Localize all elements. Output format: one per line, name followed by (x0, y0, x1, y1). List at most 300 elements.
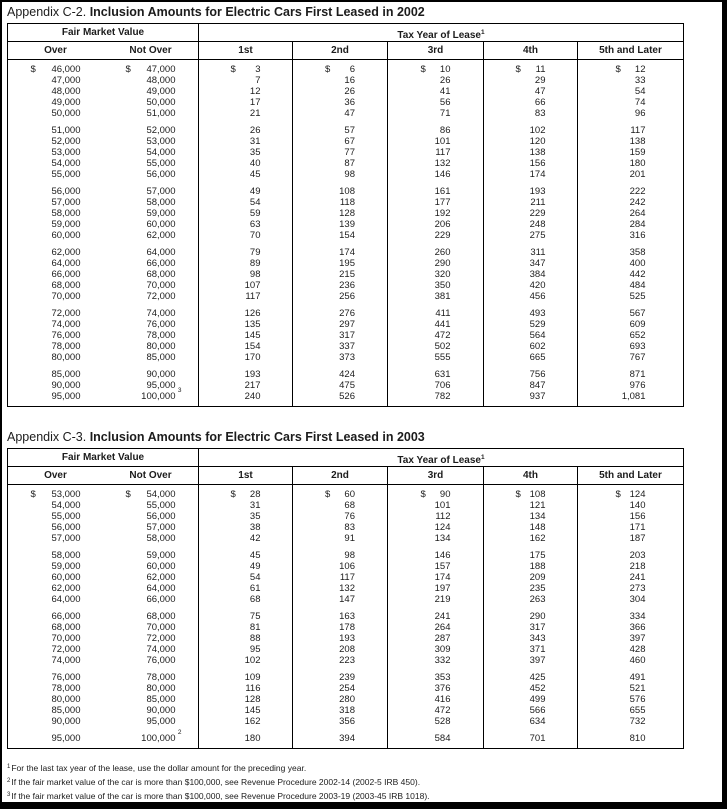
inclusion-amount-cell (577, 705, 683, 716)
appendix-c3-table (7, 448, 684, 749)
cell-value: 56 (439, 97, 451, 108)
fmv-not-over-cell (103, 683, 198, 694)
cell-value: 145 (244, 330, 261, 341)
cell-value: 107 (244, 280, 261, 291)
cell-value: 55,000 (51, 169, 81, 180)
inclusion-amount-cell (198, 180, 292, 197)
footnote-2-marker: 2 (7, 778, 11, 784)
cell-value: 64,000 (146, 247, 176, 258)
fmv-not-over-cell (103, 605, 198, 622)
cell-value: 59,000 (146, 550, 176, 561)
inclusion-amount-cell (387, 705, 483, 716)
cell-value: 74,000 (146, 644, 176, 655)
cell-value: 88 (249, 633, 261, 644)
cell-value: 55,000 (146, 500, 176, 511)
inclusion-amount-cell (198, 544, 292, 561)
inclusion-amount-cell (483, 169, 577, 180)
cell-value: 156 (629, 511, 646, 522)
inclusion-amount-cell (483, 302, 577, 319)
inclusion-amount-cell (483, 136, 577, 147)
cell-value: 366 (629, 622, 646, 633)
inclusion-amount-cell (292, 572, 387, 583)
cell-value: 71 (439, 108, 451, 119)
cell-value: 146 (434, 550, 451, 561)
fmv-over-cell (8, 86, 103, 97)
inclusion-amount-cell (577, 119, 683, 136)
tax-year-header: Tax Year of Lease$^1$ (198, 449, 683, 466)
cell-value: 59 (249, 208, 261, 219)
cell-value: 343 (529, 633, 546, 644)
inclusion-amount-cell (292, 258, 387, 269)
fmv-over-cell (8, 97, 103, 108)
cell-value: 50,000 (146, 97, 176, 108)
inclusion-amount-cell (387, 241, 483, 258)
inclusion-amount-cell (483, 705, 577, 716)
footnote-3-text: If the fair market value of the car is more than $100,000, see Revenue Procedure 2003-19 (2003-45 IRB 1018). (11, 791, 430, 801)
over-header: Over (44, 45, 67, 56)
cell-value: 56,000 (146, 511, 176, 522)
tax-year-footnote-marker: 1 (480, 29, 485, 36)
cell-value: 567 (629, 308, 646, 319)
cell-value: 85,000 (146, 694, 176, 705)
cell-value: 3 (255, 64, 261, 75)
inclusion-amount-cell (577, 241, 683, 258)
inclusion-amount-cell (483, 572, 577, 583)
inclusion-amount-cell (198, 108, 292, 119)
inclusion-amount-cell (387, 352, 483, 363)
inclusion-amount-cell (292, 291, 387, 302)
cell-value: 95,000 (51, 391, 81, 402)
cell-value: 70,000 (146, 622, 176, 633)
cell-value: 57,000 (51, 197, 81, 208)
fmv-not-over-cell (103, 666, 198, 683)
inclusion-amount-cell (577, 280, 683, 291)
inclusion-amount-cell (292, 136, 387, 147)
inclusion-amount-cell (292, 60, 387, 75)
cell-value: 106 (339, 561, 355, 572)
cell-value: 60,000 (51, 230, 81, 241)
cell-value: 161 (434, 186, 451, 197)
fmv-over-cell (8, 258, 103, 269)
inclusion-amount-cell (577, 75, 683, 86)
cell-value: 456 (529, 291, 546, 302)
cell-value: 72,000 (146, 633, 176, 644)
cell-value: 26 (249, 125, 261, 136)
table-header-column-row (8, 42, 683, 60)
inclusion-amount-cell (198, 380, 292, 391)
cell-value: 72,000 (51, 644, 81, 655)
cell-value: 195 (339, 258, 355, 269)
cell-value: 157 (434, 561, 451, 572)
appendix-c3-title (7, 430, 682, 445)
cell-value: 441 (434, 319, 451, 330)
cell-value: 68 (344, 500, 355, 511)
fmv-over-cell (8, 727, 103, 748)
cell-value: 41 (439, 86, 451, 97)
cell-value: 76,000 (146, 319, 176, 330)
cell-value: 66,000 (146, 594, 176, 605)
cell-value: 26 (344, 86, 355, 97)
inclusion-amount-cell (198, 655, 292, 666)
inclusion-amount-cell (577, 727, 683, 748)
fmv-over-cell (8, 208, 103, 219)
inclusion-amount-cell (387, 169, 483, 180)
cell-value: 76,000 (51, 330, 81, 341)
inclusion-amount-cell (198, 363, 292, 380)
cell-value: 140 (629, 500, 646, 511)
fmv-not-over-cell (103, 119, 198, 136)
inclusion-amount-cell (292, 594, 387, 605)
fmv-not-over-cell (103, 561, 198, 572)
appendix-c2-label: Appendix C-2. (7, 5, 87, 19)
cell-value: 138 (529, 147, 546, 158)
cell-value: 317 (339, 330, 355, 341)
cell-value: 120 (529, 136, 546, 147)
inclusion-amount-cell (387, 683, 483, 694)
inclusion-amount-cell (292, 683, 387, 694)
inclusion-amount-cell (577, 633, 683, 644)
cell-value: 174 (529, 169, 546, 180)
inclusion-amount-cell (387, 219, 483, 230)
inclusion-amount-cell (577, 97, 683, 108)
inclusion-amount-cell (387, 511, 483, 522)
inclusion-amount-cell (292, 544, 387, 561)
fmv-not-over-cell (103, 291, 198, 302)
inclusion-amount-cell (483, 644, 577, 655)
inclusion-amount-cell (577, 180, 683, 197)
cell-value: 180 (244, 733, 261, 744)
fmv-over-cell (8, 119, 103, 136)
cell-value: 171 (629, 522, 646, 533)
fmv-not-over-cell (103, 219, 198, 230)
cell-value: 732 (629, 716, 646, 727)
fmv-over-cell (8, 60, 103, 75)
cell-value: 208 (339, 644, 355, 655)
cell-value: 350 (434, 280, 451, 291)
fmv-not-over-cell (103, 180, 198, 197)
cell-value: 215 (339, 269, 355, 280)
cell-value: 68,000 (146, 611, 176, 622)
cell-value: 655 (629, 705, 646, 716)
inclusion-amount-cell (198, 572, 292, 583)
cell-value: 50,000 (51, 108, 81, 119)
cell-value: 188 (529, 561, 546, 572)
fmv-not-over-cell (103, 727, 198, 748)
cell-value: 334 (629, 611, 646, 622)
cell-value: 98 (344, 550, 355, 561)
fmv-over-cell (8, 169, 103, 180)
inclusion-amount-cell (292, 302, 387, 319)
cell-value: 394 (339, 733, 355, 744)
cell-value: 847 (529, 380, 546, 391)
col-header-3rd: 3rd (387, 467, 483, 484)
inclusion-amount-cell (577, 716, 683, 727)
cell-value: 304 (629, 594, 646, 605)
cell-value: 138 (629, 136, 646, 147)
cell-value: 47,000 (51, 75, 81, 86)
col-header-2nd: 2nd (292, 467, 387, 484)
dollar-sign: $ (230, 489, 236, 500)
inclusion-amount-cell (387, 391, 483, 406)
inclusion-amount-cell (292, 633, 387, 644)
cell-value: 90,000 (146, 369, 176, 380)
cell-value: 36 (344, 97, 355, 108)
fmv-not-over-cell (103, 544, 198, 561)
inclusion-amount-cell (292, 341, 387, 352)
cell-value: 80,000 (146, 341, 176, 352)
fmv-over-cell (8, 594, 103, 605)
cell-value: 74 (634, 97, 646, 108)
cell-value: 174 (339, 247, 355, 258)
cell-value: 109 (244, 672, 261, 683)
cell-value: 472 (434, 705, 451, 716)
fmv-not-over-cell (103, 75, 198, 86)
cell-value: 40 (249, 158, 261, 169)
inclusion-amount-cell (387, 319, 483, 330)
inclusion-amount-cell (387, 561, 483, 572)
inclusion-amount-cell (198, 561, 292, 572)
fmv-over-cell (8, 511, 103, 522)
fmv-over-cell (8, 291, 103, 302)
fmv-not-over-cell (103, 86, 198, 97)
dollar-sign: $ (615, 489, 621, 500)
cell-value: 428 (629, 644, 646, 655)
cell-value: 80,000 (51, 352, 81, 363)
tax-year-header: Tax Year of Lease$^1$ (198, 24, 683, 41)
cell-value: 90,000 (146, 705, 176, 716)
inclusion-amount-cell (198, 169, 292, 180)
inclusion-amount-cell (483, 511, 577, 522)
cell-value: 117 (435, 147, 451, 158)
fmv-not-over-cell (103, 716, 198, 727)
inclusion-amount-cell (577, 230, 683, 241)
cell-value: 203 (629, 550, 646, 561)
cell-value: 62,000 (146, 230, 176, 241)
cell-value: 420 (529, 280, 546, 291)
appendix-c2-title (7, 5, 682, 20)
cell-value: 376 (434, 683, 451, 694)
col-header-2nd: 2nd (292, 42, 387, 59)
cell-value: 78,000 (146, 672, 176, 683)
fmv-not-over-cell (103, 319, 198, 330)
inclusion-amount-cell (387, 60, 483, 75)
inclusion-amount-cell (577, 561, 683, 572)
fmv-not-over-cell (103, 572, 198, 583)
inclusion-amount-cell (483, 269, 577, 280)
inclusion-amount-cell (483, 683, 577, 694)
inclusion-amount-cell (292, 86, 387, 97)
inclusion-amount-cell (577, 644, 683, 655)
cell-value: 75 (249, 611, 261, 622)
inclusion-amount-cell (577, 544, 683, 561)
inclusion-amount-cell (577, 605, 683, 622)
inclusion-amount-cell (292, 169, 387, 180)
cell-value: 76 (344, 511, 355, 522)
fmv-over-cell (8, 147, 103, 158)
fmv-over-cell (8, 108, 103, 119)
inclusion-amount-cell (483, 108, 577, 119)
cell-value: 576 (629, 694, 646, 705)
inclusion-amount-cell (198, 75, 292, 86)
cell-value: 442 (629, 269, 646, 280)
cell-value: 57,000 (146, 522, 176, 533)
fmv-over-cell (8, 330, 103, 341)
inclusion-amount-cell (577, 136, 683, 147)
inclusion-amount-cell (292, 666, 387, 683)
cell-value: 528 (434, 716, 451, 727)
cell-value: 52,000 (51, 136, 81, 147)
inclusion-amount-cell (198, 522, 292, 533)
fmv-over-cell (8, 683, 103, 694)
cell-value: 337 (339, 341, 355, 352)
inclusion-amount-cell (292, 97, 387, 108)
appendix-c2-table (7, 23, 684, 407)
inclusion-amount-cell (577, 694, 683, 705)
inclusion-amount-cell (577, 319, 683, 330)
inclusion-amount-cell (483, 594, 577, 605)
cell-value: 139 (339, 219, 355, 230)
cell-value: 145 (244, 705, 261, 716)
inclusion-amount-cell (577, 511, 683, 522)
inclusion-amount-cell (292, 655, 387, 666)
dollar-sign: $ (420, 64, 426, 75)
cell-value: 493 (529, 308, 546, 319)
cell-value: 100,000 (141, 391, 176, 402)
fmv-not-over-cell (103, 485, 198, 500)
inclusion-amount-cell (483, 75, 577, 86)
cell-value: 49,000 (146, 86, 176, 97)
footnote-3 (7, 789, 430, 803)
cell-value: 72,000 (146, 291, 176, 302)
inclusion-amount-cell (483, 694, 577, 705)
inclusion-amount-cell (387, 119, 483, 136)
cell-value: 297 (339, 319, 355, 330)
fmv-not-over-cell (103, 169, 198, 180)
cell-value: 12 (634, 64, 646, 75)
fmv-over-cell (8, 705, 103, 716)
inclusion-amount-cell (577, 197, 683, 208)
cell-value: 502 (434, 341, 451, 352)
footnote-marker: 2 (177, 729, 182, 736)
cell-value: 60,000 (146, 219, 176, 230)
cell-value: 400 (629, 258, 646, 269)
inclusion-amount-cell (292, 208, 387, 219)
inclusion-amount-cell (198, 633, 292, 644)
inclusion-amount-cell (577, 258, 683, 269)
inclusion-amount-cell (483, 622, 577, 633)
inclusion-amount-cell (387, 291, 483, 302)
inclusion-amount-cell (387, 75, 483, 86)
cell-value: 31 (249, 500, 261, 511)
not-over-header: Not Over (129, 45, 172, 56)
footnote-2-text: If the fair market value of the car is more than $100,000, see Revenue Procedure 2002-14 (2002-5 IRB 450). (11, 777, 421, 787)
cell-value: 16 (344, 75, 355, 86)
cell-value: 101 (434, 500, 451, 511)
inclusion-amount-cell (483, 319, 577, 330)
dollar-sign: $ (30, 489, 36, 500)
fmv-over-cell (8, 655, 103, 666)
cell-value: 56,000 (51, 186, 81, 197)
cell-value: 937 (529, 391, 546, 402)
inclusion-amount-cell (577, 391, 683, 406)
inclusion-amount-cell (577, 522, 683, 533)
inclusion-amount-cell (387, 716, 483, 727)
inclusion-amount-cell (292, 622, 387, 633)
cell-value: 254 (339, 683, 355, 694)
cell-value: 47 (344, 108, 355, 119)
cell-value: 211 (530, 197, 546, 208)
footnote-1-marker: 1 (7, 764, 11, 770)
cell-value: 85,000 (51, 369, 81, 380)
inclusion-amount-cell (387, 644, 483, 655)
cell-value: 148 (529, 522, 546, 533)
cell-value: 347 (529, 258, 546, 269)
inclusion-amount-cell (198, 291, 292, 302)
fmv-over-cell (8, 485, 103, 500)
inclusion-amount-cell (577, 380, 683, 391)
cell-value: 128 (339, 208, 355, 219)
inclusion-amount-cell (198, 258, 292, 269)
cell-value: 53,000 (51, 147, 81, 158)
cell-value: 87 (344, 158, 355, 169)
cell-value: 108 (339, 186, 355, 197)
inclusion-amount-cell (292, 269, 387, 280)
cell-value: 756 (529, 369, 546, 380)
table-header-group-row (8, 449, 683, 467)
cell-value: 83 (344, 522, 355, 533)
fmv-over-cell (8, 716, 103, 727)
cell-value: 53,000 (146, 136, 176, 147)
fmv-over-cell (8, 158, 103, 169)
inclusion-amount-cell (198, 694, 292, 705)
inclusion-amount-cell (387, 197, 483, 208)
inclusion-amount-cell (577, 219, 683, 230)
inclusion-amount-cell (387, 500, 483, 511)
inclusion-amount-cell (198, 230, 292, 241)
inclusion-amount-cell (387, 269, 483, 280)
inclusion-amount-cell (577, 147, 683, 158)
fmv-not-over-cell (103, 655, 198, 666)
fmv-not-over-cell (103, 533, 198, 544)
inclusion-amount-cell (198, 391, 292, 406)
cell-value: 78,000 (51, 341, 81, 352)
fmv-not-over-cell (103, 280, 198, 291)
inclusion-amount-cell (483, 391, 577, 406)
inclusion-amount-cell (577, 572, 683, 583)
cell-value: 42 (249, 533, 261, 544)
cell-value: 275 (529, 230, 546, 241)
fmv-not-over-cell (103, 258, 198, 269)
inclusion-amount-cell (292, 241, 387, 258)
fmv-not-over-cell (103, 108, 198, 119)
cell-value: 48,000 (146, 75, 176, 86)
cell-value: 134 (529, 511, 546, 522)
cell-value: 70 (249, 230, 261, 241)
fmv-not-over-cell (103, 197, 198, 208)
inclusion-amount-cell (198, 97, 292, 108)
fmv-over-cell (8, 197, 103, 208)
inclusion-amount-cell (387, 594, 483, 605)
cell-value: 49 (249, 561, 261, 572)
cell-value: 45 (249, 169, 261, 180)
dollar-sign: $ (515, 489, 521, 500)
fmv-over-cell (8, 341, 103, 352)
cell-value: 159 (629, 147, 646, 158)
fmv-over-cell (8, 583, 103, 594)
fmv-over-cell (8, 500, 103, 511)
cell-value: 121 (529, 500, 546, 511)
cell-value: 193 (529, 186, 546, 197)
